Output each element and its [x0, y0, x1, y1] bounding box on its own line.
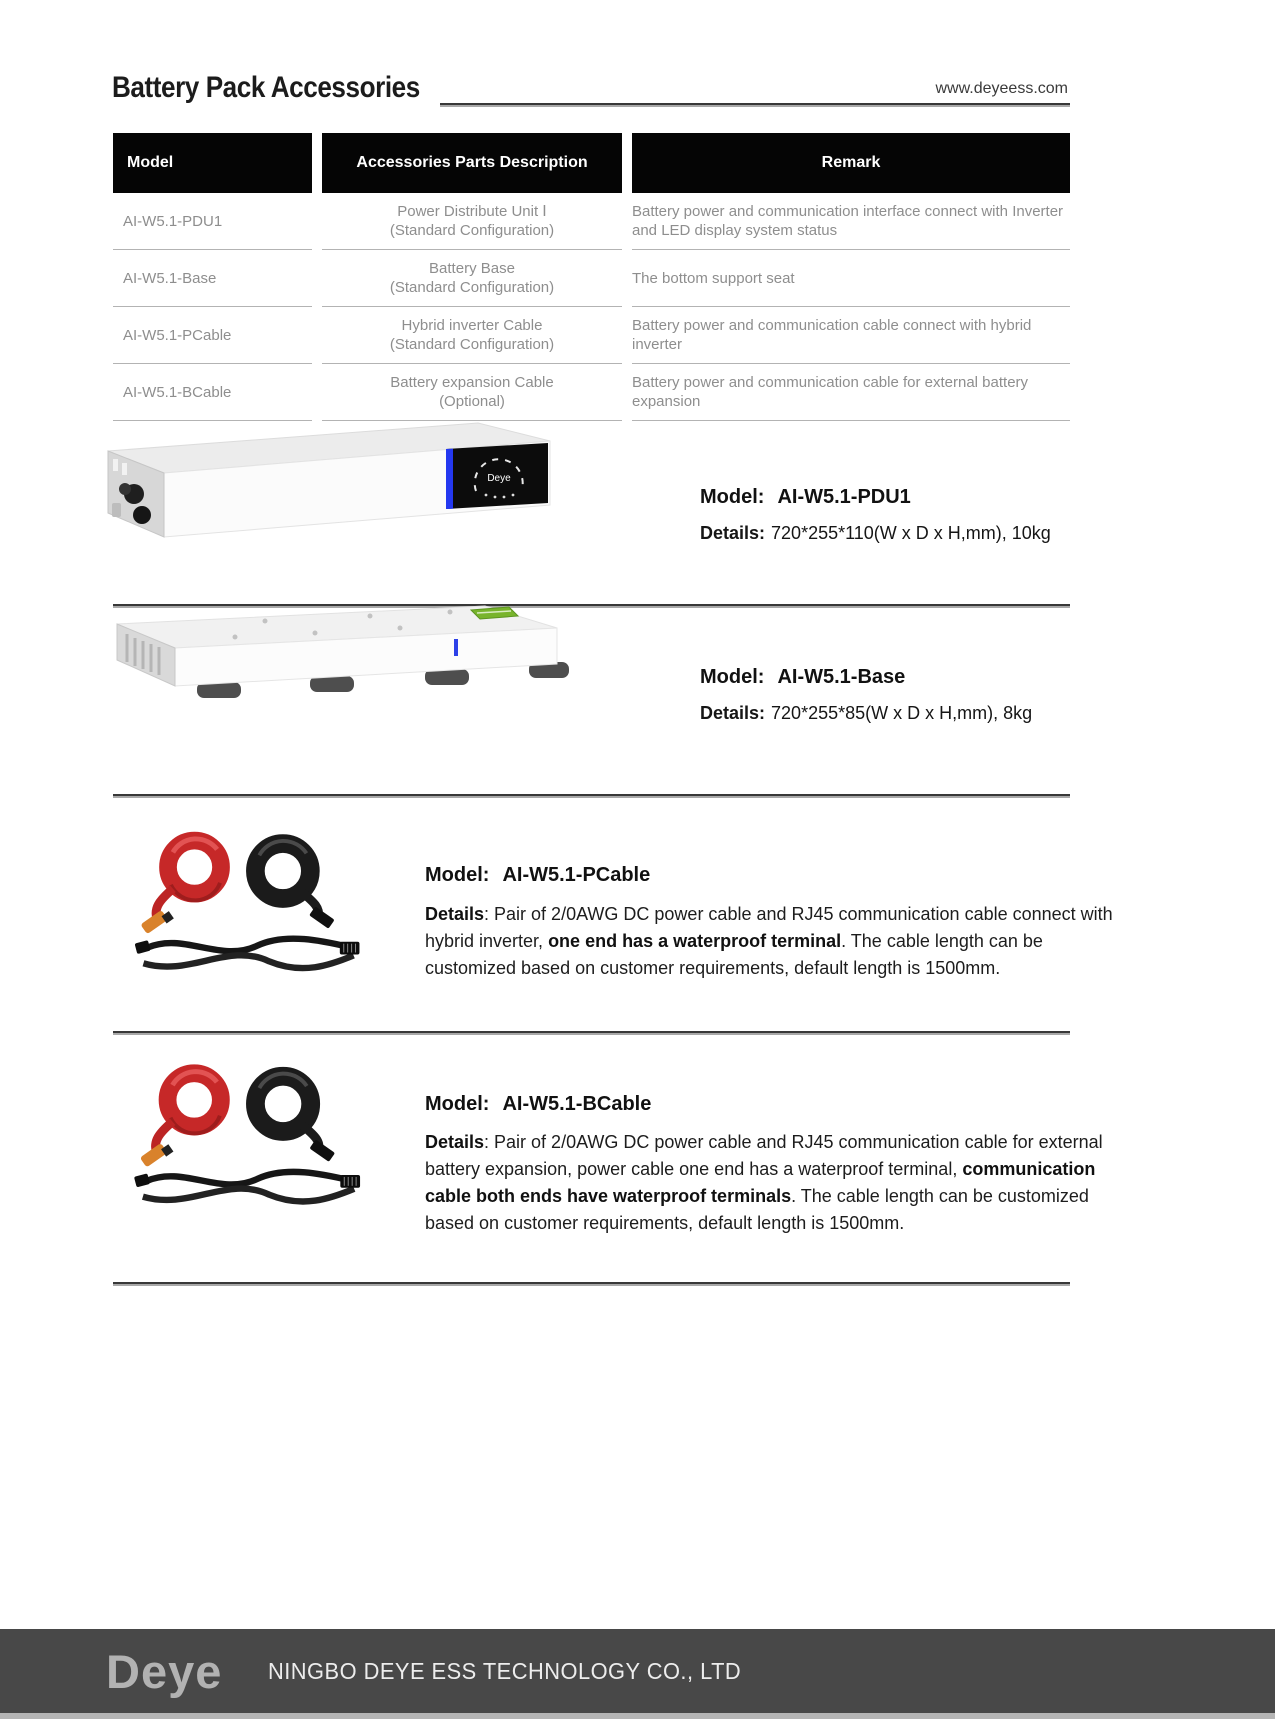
details-text: . The cable length can be customized based on customer requirements, default length is 1500mm.	[425, 1186, 1089, 1233]
cell-description	[322, 193, 622, 250]
svg-text:Deye: Deye	[487, 473, 511, 484]
product-model-line	[425, 1093, 651, 1116]
product-model-line	[425, 864, 650, 887]
section-divider	[113, 1282, 1070, 1284]
cell-model: AI-W5.1-PCable	[113, 307, 312, 364]
details-label: Details:	[700, 523, 766, 543]
cell-description	[322, 250, 622, 307]
cell-description	[322, 307, 622, 364]
product-model-line	[700, 486, 911, 509]
bcable-product-image	[133, 1048, 365, 1216]
section-divider	[113, 794, 1070, 796]
base-product-image	[105, 592, 575, 707]
col-header-description: Accessories Parts Description	[322, 133, 622, 193]
cell-model: AI-W5.1-BCable	[113, 364, 312, 421]
product-model-line	[700, 666, 905, 689]
details-text: : Pair of 2/0AWG DC power cable and RJ45 communication cable connect with hybrid inverter,	[425, 904, 1113, 951]
details-bold-text: one end has a waterproof terminal	[548, 931, 842, 951]
footer-company-name: NINGBO DEYE ESS TECHNOLOGY CO., LTD	[268, 1657, 742, 1684]
model-value: AI-W5.1-PDU1	[777, 486, 911, 508]
description-line-1: Battery Base	[429, 260, 515, 277]
page-title: Battery Pack Accessories	[112, 71, 420, 104]
cell-model: AI-W5.1-Base	[113, 250, 312, 307]
product-details-line	[700, 703, 1032, 724]
product-details-paragraph	[425, 1129, 1125, 1237]
description-line-1: Power Distribute Unit Ⅰ	[397, 203, 547, 220]
description-line-1: Battery expansion Cable	[390, 374, 554, 391]
model-value: AI-W5.1-Base	[777, 666, 906, 688]
description-line-2: (Standard Configuration)	[389, 222, 555, 239]
product-details-line	[700, 523, 1051, 544]
pcable-product-image	[133, 818, 365, 980]
details-label: Details:	[700, 703, 766, 723]
model-label: Model:	[700, 486, 765, 508]
details-text: : Pair of 2/0AWG DC power cable and RJ45 communication cable for external battery expansion, power cable one end has a waterproof terminal,	[425, 1132, 1103, 1179]
details-value: 720*255*85(W x D x H,mm), 8kg	[771, 703, 1033, 723]
accessories-table	[113, 133, 1070, 421]
website-link[interactable]: www.deyeess.com	[935, 80, 1068, 97]
cell-remark: Battery power and communication cable connect with hybrid inverter	[632, 307, 1070, 364]
product-details-paragraph	[425, 901, 1125, 982]
deye-logo: Deye	[106, 1644, 223, 1698]
col-header-model: Model	[113, 133, 312, 193]
section-divider	[113, 1031, 1070, 1033]
details-label: Details	[425, 904, 485, 924]
model-label: Model:	[425, 1093, 490, 1115]
description-line-2: (Standard Configuration)	[389, 336, 555, 353]
model-label: Model:	[425, 864, 490, 886]
model-value: AI-W5.1-PCable	[502, 864, 651, 886]
cell-model: AI-W5.1-PDU1	[113, 193, 312, 250]
cell-remark: Battery power and communication interface connect with Inverter and LED display system status	[632, 193, 1070, 250]
footer-bottom-strip	[0, 1713, 1275, 1719]
description-line-2: (Optional)	[439, 393, 505, 410]
cell-description	[322, 364, 622, 421]
details-label: Details	[425, 1132, 485, 1152]
model-label: Model:	[700, 666, 765, 688]
description-line-1: Hybrid inverter Cable	[401, 317, 543, 334]
footer-bar	[0, 1629, 1275, 1713]
cell-remark: The bottom support seat	[632, 250, 1070, 307]
model-value: AI-W5.1-BCable	[502, 1093, 652, 1115]
cell-remark: Battery power and communication cable for external battery expansion	[632, 364, 1070, 421]
details-value: 720*255*110(W x D x H,mm), 10kg	[771, 523, 1051, 543]
details-bold-text: communication cable both ends have waterproof terminals	[425, 1159, 1096, 1206]
pdu-product-image	[98, 415, 568, 540]
header-rule	[440, 103, 1070, 105]
description-line-2: (Standard Configuration)	[389, 279, 555, 296]
col-header-remark: Remark	[632, 133, 1070, 193]
details-text: . The cable length can be customized based on customer requirements, default length is 1500mm.	[425, 931, 1043, 978]
